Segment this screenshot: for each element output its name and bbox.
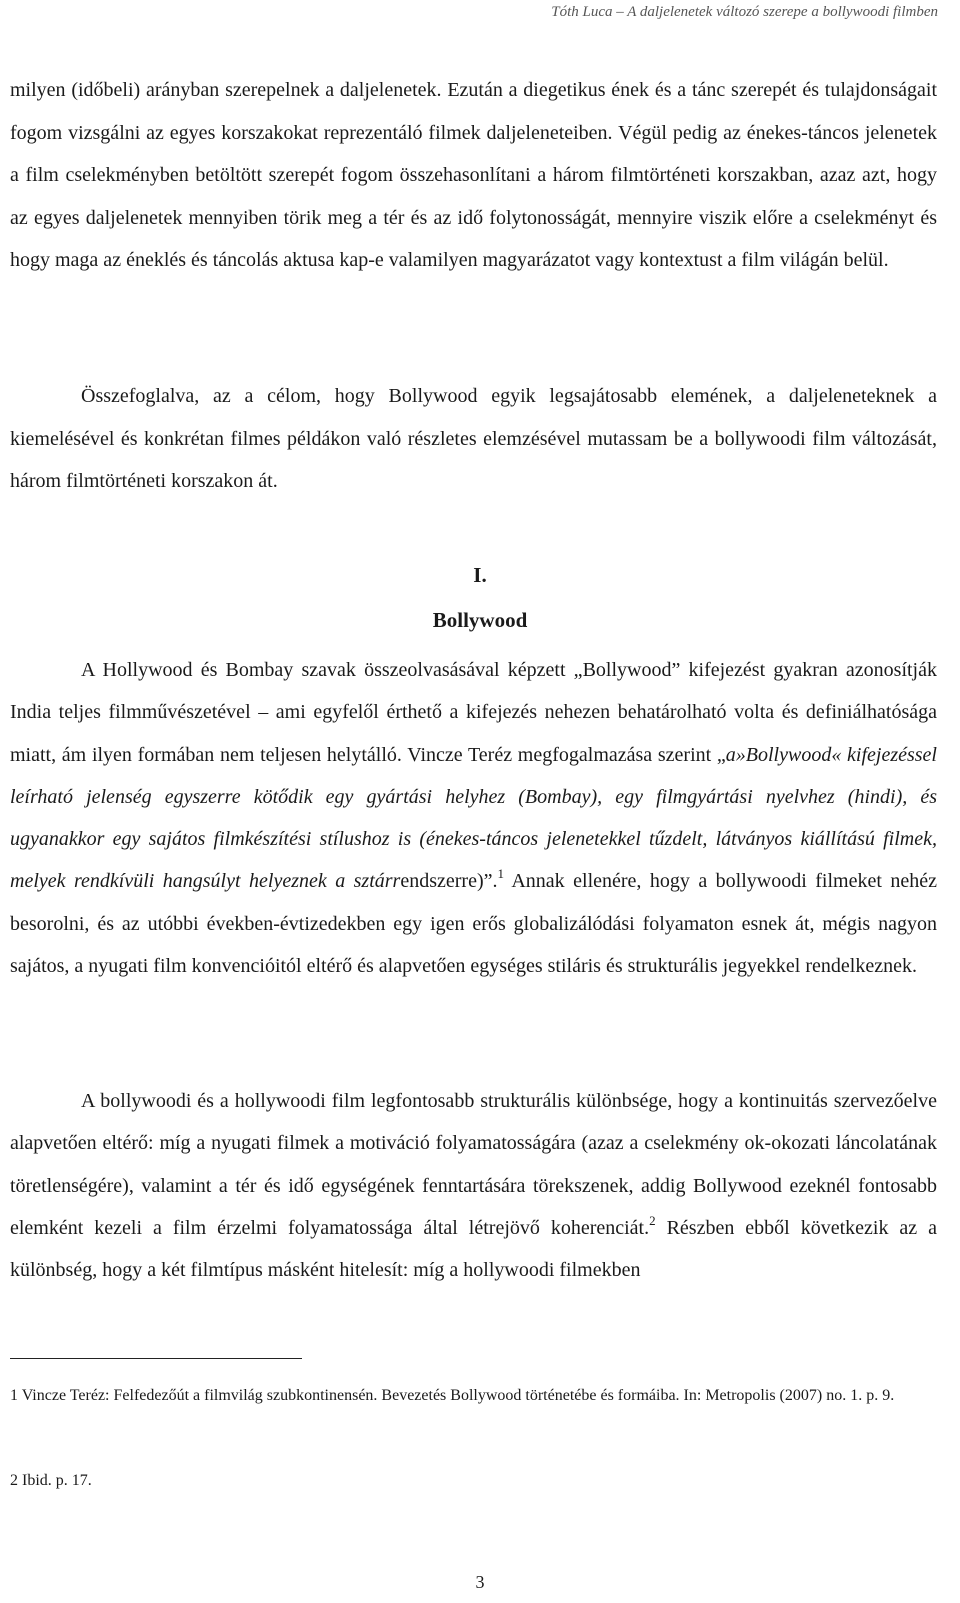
chapter-number: I. [473,563,487,587]
text-run: A Hollywood és Bombay szavak összeolvasásával képzett „Bollywood” kifejezést gyakran azonosítják India teljes filmművészetével – ami egyfelől érthető a kifejezés nehezen behatárolható volta és definiálhatósága miatt, ám ilyen formában nem teljesen helytálló. Vincze Teréz megfogalmazása szerint „ [10,659,937,766]
paragraph-structural-difference [10,1080,937,1291]
footnote-ref-2[interactable]: 2 [649,1212,656,1228]
footnote-ref-1[interactable]: 1 [497,866,504,882]
quotation-italic: a»Bollywood« kifejezéssel leírható jelenség egyszerre kötődik egy gyártási helyhez (Bombay), egy filmgyártási nyelvhez (hindi), és ugyanakkor egy sajátos filmkészítési stílushoz is (énekes-táncos jelenetekkel tűzdelt, látványos kiállítású filmek, melyek rendkívüli hangsúlyt helyeznek a sztárr [10,743,937,893]
paragraph-text: milyen (időbeli) arányban szerepelnek a daljelenetek. Ezután a diegetikus ének és a tánc szerepét és tulajdonságait fogom vizsgálni az egyes korszakokat reprezentáló filmek daljeleneteiben. Végül pedig az énekes-táncos jelenetek a film cselekményben betöltött szerepét fogom összehasonlítani a három filmtörténeti korszakban, azaz azt, hogy az egyes daljelenetek mennyiben törik meg a tér és az idő folytonosságát, mennyire viszik előre a cselekményt és hogy maga az éneklés és táncolás aktusa kap-e valamilyen magyarázatot vagy kontextust a film világán belül. [10,79,937,271]
chapter-title: Bollywood [432,608,528,632]
paragraph-text: Összefoglalva, az a célom, hogy Bollywood egyik legsajátosabb elemének, a daljeleneteknek a kiemelésével és konkrétan filmes példákon való részletes elemzésével mutassam be a bollywoodi film változását, három filmtörténeti korszakon át. [10,385,937,492]
paragraph-summary [10,375,937,503]
text-run: Részben ebből következik az a különbség, hogy a két filmtípus másként hitelesít: míg a hollywoodi filmekben [10,1216,938,1282]
text-run: A bollywoodi és a hollywoodi film legfontosabb strukturális különbsége, hogy a kontinuitás szervezőelve alapvetően eltérő: míg a nyugati filmek a motiváció folyamatosságára (azaz a cselekmény ok-okozati láncolatának töretlenségére), valamint a tér és idő egységének fenntartására törekszenek, addig Bollywood ezeknél fontosabb elemként kezeli a film érzelmi folyamatossága által létrejövő koherenciát. [10,1090,937,1239]
text-run: endszerre)”. [400,870,498,893]
paragraph-text [10,1080,937,1291]
paragraph-continuation [10,69,937,282]
footnote-1: 1 Vincze Teréz: Felfedezőút a filmvilág szubkontinensén. Bevezetés Bollywood történetébe és formáiba. In: Metropolis (2007) no. 1. p. 9. [10,1387,895,1404]
paragraph-bollywood-definition [10,649,937,987]
footnote-2: 2 Ibid. p. 17. [10,1472,92,1489]
text-run: Annak ellenére, hogy a bollywoodi filmeket nehéz besorolni, és az utóbbi években-évtizedekben egy igen erős globalizálódási folyamaton esnek át, mégis nagyon sajátos, a nyugati film konvencióitól eltérő és alapvetően egységes stiláris és strukturális jegyekkel rendelkeznek. [10,870,937,978]
paragraph-text [10,649,937,987]
running-header: Tóth Luca – A daljelenetek változó szerepe a bollywoodi filmben [551,4,938,20]
page-number: 3 [475,1572,485,1592]
footnote-divider [10,1358,302,1359]
